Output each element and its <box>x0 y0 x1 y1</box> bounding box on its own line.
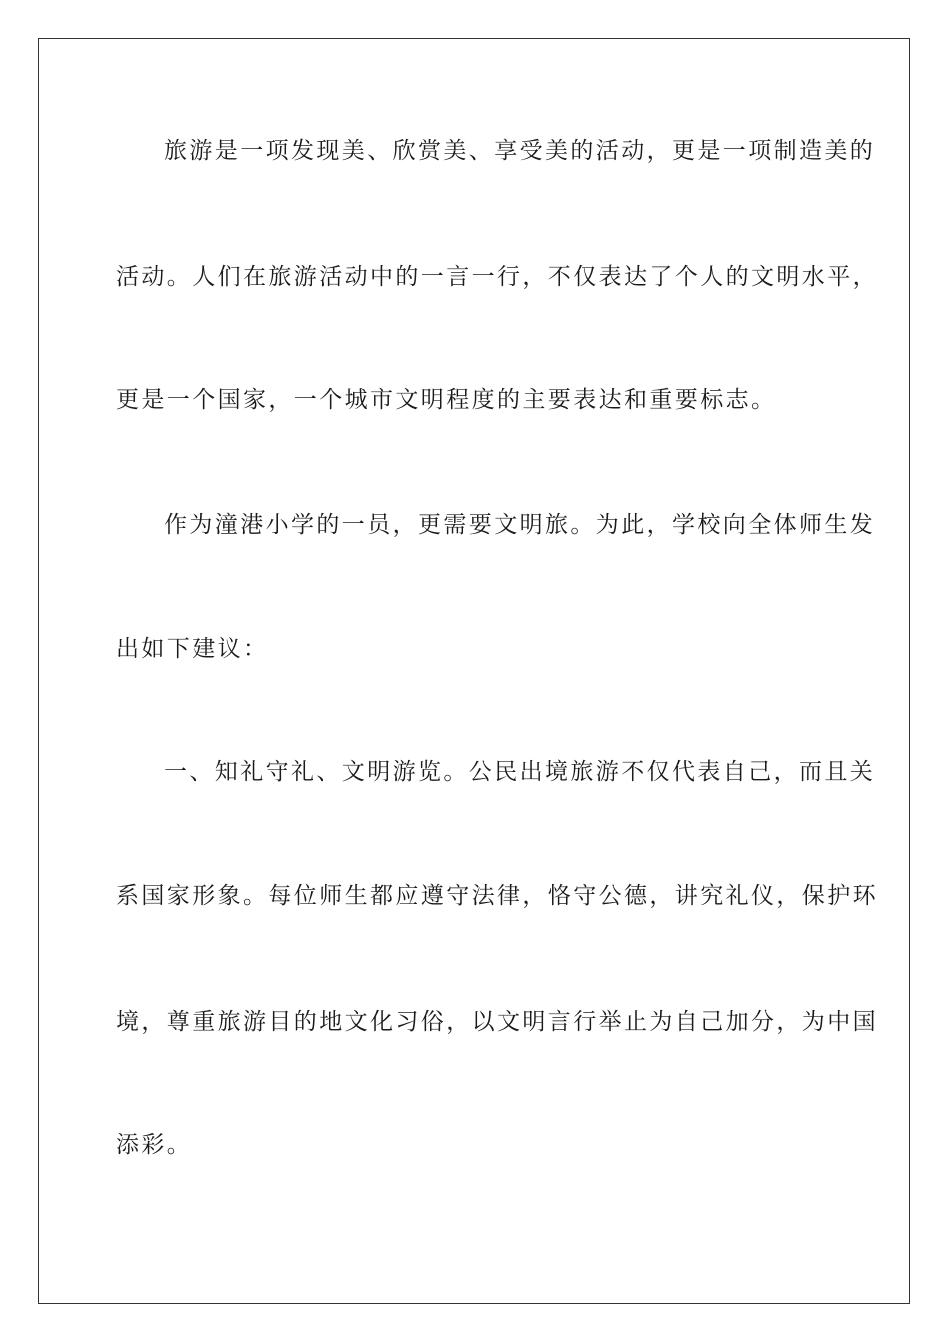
page-border <box>38 38 910 1304</box>
paragraph-1-line-2: 活动。人们在旅游活动中的一言一行，不仅表达了个人的文明水平， <box>116 264 878 290</box>
paragraph-3-line-4: 添彩。 <box>116 1132 193 1158</box>
paragraph-2-line-2: 出如下建议： <box>116 636 269 662</box>
paragraph-1-line-1: 旅游是一项发现美、欣赏美、享受美的活动，更是一项制造美的 <box>164 138 876 164</box>
paragraph-3-line-1: 一、知礼守礼、文明游览。公民出境旅游不仅代表自己，而且关 <box>164 759 876 785</box>
paragraph-3-line-3: 境，尊重旅游目的地文化习俗，以文明言行举止为自己加分，为中国 <box>116 1009 878 1035</box>
paragraph-2-line-1: 作为潼港小学的一员，更需要文明旅。为此，学校向全体师生发 <box>164 512 876 538</box>
paragraph-3-line-2: 系国家形象。每位师生都应遵守法律，恪守公德，讲究礼仪，保护环 <box>116 883 878 909</box>
paragraph-1-line-3: 更是一个国家，一个城市文明程度的主要表达和重要标志。 <box>116 387 777 413</box>
